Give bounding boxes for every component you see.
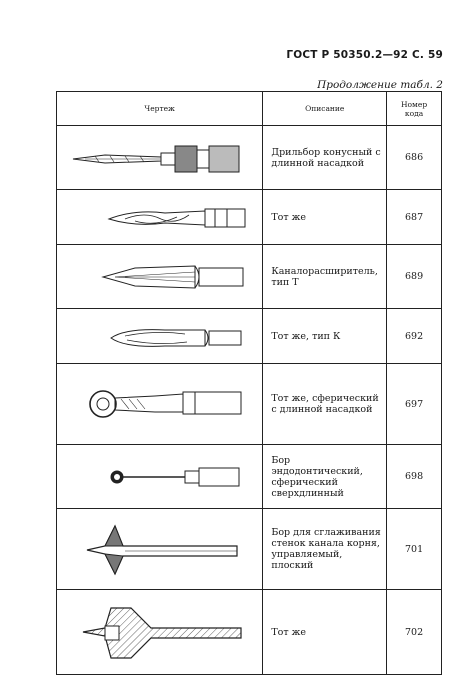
spherical-widener-icon (65, 374, 255, 434)
canal-widener-t-icon (65, 254, 255, 300)
table-row (57, 445, 442, 509)
page-header: ГОСТ Р 50350.2—92 С. 59 (286, 49, 443, 61)
table-row (57, 245, 442, 309)
endodontic-spherical-bur-icon (65, 454, 255, 500)
row-description: Тот же, тип К (263, 309, 387, 364)
column-header-description: Описание (263, 92, 387, 126)
row-code: 687 (387, 190, 442, 245)
row-code: 698 (387, 445, 442, 509)
row-description: Бор для сглаживания стенок канала корня, управляемый, плоский (263, 509, 387, 590)
row-description: Каналорасширитель, тип Т (263, 245, 387, 309)
row-code: 697 (387, 364, 442, 445)
row-code: 701 (387, 509, 442, 590)
row-code: 689 (387, 245, 442, 309)
table-caption: Продолжение табл. 2 (317, 79, 443, 91)
column-header-code-line1: Номер (401, 99, 428, 109)
row-code: 702 (387, 590, 442, 675)
column-header-code-line2: кода (404, 108, 424, 118)
table-row (57, 590, 442, 675)
canal-widener-k-icon (65, 316, 255, 356)
row-description: Тот же, сферический с длинной насадкой (263, 364, 387, 445)
conical-drill-bur-icon (65, 133, 255, 183)
table-row (57, 364, 442, 445)
table-header-row (57, 92, 442, 126)
flat-smoothing-bur-icon (65, 516, 255, 582)
table-row (57, 190, 442, 245)
table-row (57, 509, 442, 590)
row-description: Тот же (263, 590, 387, 675)
row-description: Тот же (263, 190, 387, 245)
table-row (57, 309, 442, 364)
row-code: 686 (387, 126, 442, 190)
table-row (57, 126, 442, 190)
row-code: 692 (387, 309, 442, 364)
instruments-table (56, 91, 442, 675)
column-header-code (387, 92, 442, 126)
flat-smoothing-bur-section-icon (65, 596, 255, 668)
column-header-drawing: Чертеж (57, 92, 263, 126)
row-description: Дрильбор конусный с длинной насадкой (263, 126, 387, 190)
row-description: Бор эндодонтический, сферический сверхдлинный (263, 445, 387, 509)
drill-bur-icon (65, 197, 255, 237)
